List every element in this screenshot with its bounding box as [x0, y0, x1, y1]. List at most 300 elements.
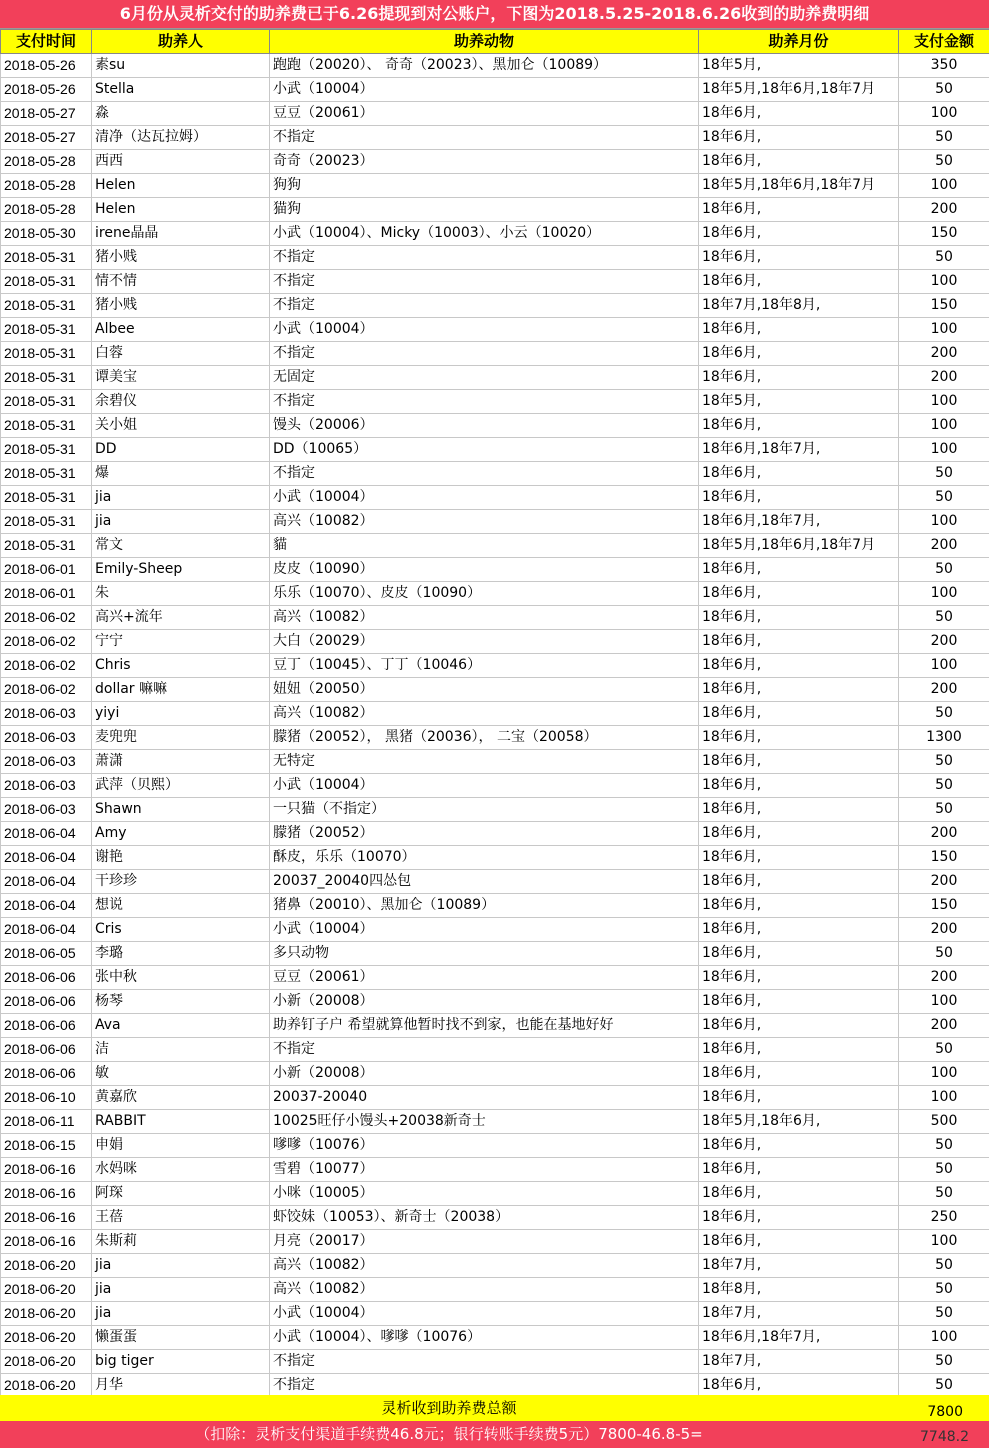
fee-label: （扣除：灵析支付渠道手续费46.8元；银行转账手续费5元）7800-46.8-5= — [0, 1421, 898, 1448]
cell-month: 18年6月, — [699, 726, 899, 750]
cell-animal: 馒头（20006） — [270, 414, 699, 438]
cell-month: 18年6月, — [699, 222, 899, 246]
cell-animal: 不指定 — [270, 1038, 699, 1062]
cell-month: 18年5月,18年6月,18年7月 — [699, 174, 899, 198]
cell-animal: 10025旺仔小馒头+20038新奇士 — [270, 1110, 699, 1134]
cell-sponsor: 淼 — [92, 102, 270, 126]
table-row — [1, 750, 989, 774]
cell-pay-time: 2018-05-28 — [1, 174, 92, 198]
cell-animal: 小武（10004）、Micky（10003）、小云（10020） — [270, 222, 699, 246]
cell-amount: 50 — [899, 1374, 989, 1398]
cell-animal: 助养钉子户 希望就算他暂时找不到家，也能在基地好好 — [270, 1014, 699, 1038]
cell-sponsor: 西西 — [92, 150, 270, 174]
cell-pay-time: 2018-06-20 — [1, 1326, 92, 1350]
cell-sponsor: 想说 — [92, 894, 270, 918]
cell-animal: 高兴（10082） — [270, 1278, 699, 1302]
cell-month: 18年5月, — [699, 390, 899, 414]
cell-sponsor: jia — [92, 1278, 270, 1302]
cell-amount: 200 — [899, 366, 989, 390]
cell-animal: 不指定 — [270, 126, 699, 150]
cell-month: 18年6月, — [699, 1158, 899, 1182]
cell-amount: 100 — [899, 438, 989, 462]
table-row — [1, 246, 989, 270]
cell-month: 18年6月, — [699, 198, 899, 222]
cell-sponsor: jia — [92, 1302, 270, 1326]
cell-pay-time: 2018-05-31 — [1, 318, 92, 342]
table-row — [1, 918, 989, 942]
cell-month: 18年6月, — [699, 774, 899, 798]
cell-animal: 皮皮（10090） — [270, 558, 699, 582]
cell-sponsor: 张中秋 — [92, 966, 270, 990]
table-row — [1, 510, 989, 534]
cell-amount: 200 — [899, 534, 989, 558]
table-row — [1, 1158, 989, 1182]
cell-month: 18年6月, — [699, 918, 899, 942]
cell-animal: 不指定 — [270, 342, 699, 366]
cell-amount: 100 — [899, 414, 989, 438]
cell-pay-time: 2018-06-02 — [1, 654, 92, 678]
table-row — [1, 294, 989, 318]
table-row — [1, 342, 989, 366]
cell-amount: 150 — [899, 894, 989, 918]
cell-sponsor: 猪小贱 — [92, 246, 270, 270]
table-row — [1, 942, 989, 966]
table-row — [1, 1302, 989, 1326]
cell-pay-time: 2018-06-04 — [1, 918, 92, 942]
cell-animal: 不指定 — [270, 1374, 699, 1398]
cell-sponsor: jia — [92, 510, 270, 534]
cell-animal: 豆丁（10045）、丁丁（10046） — [270, 654, 699, 678]
cell-month: 18年6月, — [699, 990, 899, 1014]
cell-month: 18年6月, — [699, 102, 899, 126]
cell-animal: 小新（20008） — [270, 1062, 699, 1086]
cell-month: 18年6月,18年7月, — [699, 438, 899, 462]
cell-animal: 狗狗 — [270, 174, 699, 198]
cell-animal: 嗲嗲（10076） — [270, 1134, 699, 1158]
cell-month: 18年6月, — [699, 342, 899, 366]
cell-animal: 奇奇（20023） — [270, 150, 699, 174]
table-row — [1, 606, 989, 630]
cell-sponsor: Chris — [92, 654, 270, 678]
table-row — [1, 462, 989, 486]
header-sponsor: 助养人 — [92, 30, 270, 54]
cell-pay-time: 2018-06-03 — [1, 798, 92, 822]
cell-month: 18年7月, — [699, 1254, 899, 1278]
cell-pay-time: 2018-05-31 — [1, 462, 92, 486]
cell-sponsor: big tiger — [92, 1350, 270, 1374]
cell-sponsor: 杨琴 — [92, 990, 270, 1014]
cell-sponsor: 月华 — [92, 1374, 270, 1398]
cell-animal: 酥皮，乐乐（10070） — [270, 846, 699, 870]
cell-pay-time: 2018-06-03 — [1, 750, 92, 774]
cell-animal: 高兴（10082） — [270, 1254, 699, 1278]
cell-month: 18年6月, — [699, 1038, 899, 1062]
cell-pay-time: 2018-06-20 — [1, 1278, 92, 1302]
cell-amount: 150 — [899, 222, 989, 246]
cell-animal: 小武（10004） — [270, 1302, 699, 1326]
sheet-title: 6月份从灵析交付的助养费已于6.26提现到对公账户，下图为2018.5.25-2018.6.26收到的助养费明细 — [0, 0, 989, 29]
table-row — [1, 966, 989, 990]
table-row — [1, 798, 989, 822]
cell-sponsor: 干珍珍 — [92, 870, 270, 894]
cell-amount: 100 — [899, 1062, 989, 1086]
cell-month: 18年5月,18年6月,18年7月 — [699, 78, 899, 102]
table-row — [1, 1014, 989, 1038]
cell-month: 18年6月, — [699, 558, 899, 582]
cell-pay-time: 2018-05-31 — [1, 510, 92, 534]
cell-amount: 200 — [899, 918, 989, 942]
cell-month: 18年6月,18年7月, — [699, 1326, 899, 1350]
cell-sponsor: 猪小贱 — [92, 294, 270, 318]
cell-sponsor: 朱斯莉 — [92, 1230, 270, 1254]
cell-sponsor: 谭美宝 — [92, 366, 270, 390]
cell-amount: 100 — [899, 270, 989, 294]
table-row — [1, 630, 989, 654]
cell-sponsor: Cris — [92, 918, 270, 942]
cell-pay-time: 2018-06-15 — [1, 1134, 92, 1158]
cell-sponsor: 白蓉 — [92, 342, 270, 366]
cell-pay-time: 2018-06-06 — [1, 1014, 92, 1038]
cell-sponsor: 爆 — [92, 462, 270, 486]
cell-animal: 猫狗 — [270, 198, 699, 222]
cell-month: 18年6月, — [699, 798, 899, 822]
cell-animal: 不指定 — [270, 462, 699, 486]
cell-month: 18年6月, — [699, 846, 899, 870]
cell-amount: 200 — [899, 870, 989, 894]
cell-pay-time: 2018-05-28 — [1, 150, 92, 174]
table-row — [1, 366, 989, 390]
cell-sponsor: Albee — [92, 318, 270, 342]
cell-month: 18年6月, — [699, 150, 899, 174]
table-row — [1, 414, 989, 438]
cell-month: 18年6月, — [699, 462, 899, 486]
table-row — [1, 150, 989, 174]
cell-sponsor: 黄嘉欣 — [92, 1086, 270, 1110]
cell-sponsor: Helen — [92, 174, 270, 198]
cell-amount: 100 — [899, 174, 989, 198]
cell-animal: 多只动物 — [270, 942, 699, 966]
table-row — [1, 1350, 989, 1374]
cell-sponsor: Amy — [92, 822, 270, 846]
cell-animal: 朦猪（20052）， 黑猪（20036）， 二宝（20058） — [270, 726, 699, 750]
cell-pay-time: 2018-05-31 — [1, 438, 92, 462]
table-row — [1, 774, 989, 798]
total-value: 7800 — [927, 1399, 963, 1425]
cell-animal: 小武（10004） — [270, 486, 699, 510]
cell-animal: 不指定 — [270, 1350, 699, 1374]
cell-month: 18年6月, — [699, 486, 899, 510]
table-row — [1, 582, 989, 606]
table-row — [1, 822, 989, 846]
cell-amount: 200 — [899, 678, 989, 702]
table-row — [1, 318, 989, 342]
cell-pay-time: 2018-05-26 — [1, 78, 92, 102]
cell-animal: 貓 — [270, 534, 699, 558]
cell-sponsor: 懒蛋蛋 — [92, 1326, 270, 1350]
cell-month: 18年6月, — [699, 1062, 899, 1086]
cell-sponsor: 情不情 — [92, 270, 270, 294]
cell-pay-time: 2018-06-06 — [1, 990, 92, 1014]
cell-animal: 小咪（10005） — [270, 1182, 699, 1206]
cell-animal: 乐乐（10070）、皮皮（10090） — [270, 582, 699, 606]
table-row — [1, 990, 989, 1014]
header-month: 助养月份 — [699, 30, 899, 54]
cell-animal: 无特定 — [270, 750, 699, 774]
cell-pay-time: 2018-05-31 — [1, 270, 92, 294]
table-row — [1, 1326, 989, 1350]
table-row — [1, 198, 989, 222]
cell-amount: 200 — [899, 1014, 989, 1038]
cell-animal: 虾饺妹（10053）、新奇士（20038） — [270, 1206, 699, 1230]
cell-amount: 50 — [899, 1182, 989, 1206]
header-amount: 支付金额 — [899, 30, 989, 54]
cell-pay-time: 2018-06-03 — [1, 726, 92, 750]
cell-amount: 50 — [899, 1254, 989, 1278]
table-row — [1, 390, 989, 414]
cell-sponsor: 朱 — [92, 582, 270, 606]
cell-animal: 朦猪（20052） — [270, 822, 699, 846]
cell-month: 18年6月, — [699, 1014, 899, 1038]
cell-animal: DD（10065） — [270, 438, 699, 462]
table-row — [1, 1254, 989, 1278]
cell-amount: 50 — [899, 486, 989, 510]
table-row — [1, 558, 989, 582]
cell-amount: 50 — [899, 606, 989, 630]
cell-month: 18年6月, — [699, 1182, 899, 1206]
cell-sponsor: 阿琛 — [92, 1182, 270, 1206]
cell-sponsor: 谢艳 — [92, 846, 270, 870]
table-row — [1, 870, 989, 894]
cell-pay-time: 2018-06-04 — [1, 870, 92, 894]
cell-amount: 100 — [899, 582, 989, 606]
table-row — [1, 102, 989, 126]
cell-month: 18年6月, — [699, 1134, 899, 1158]
cell-amount: 50 — [899, 126, 989, 150]
cell-amount: 150 — [899, 294, 989, 318]
cell-sponsor: DD — [92, 438, 270, 462]
cell-amount: 200 — [899, 966, 989, 990]
cell-month: 18年7月,18年8月, — [699, 294, 899, 318]
cell-month: 18年6月, — [699, 126, 899, 150]
cell-month: 18年6月, — [699, 678, 899, 702]
cell-pay-time: 2018-06-20 — [1, 1350, 92, 1374]
table-row — [1, 1206, 989, 1230]
cell-month: 18年6月, — [699, 750, 899, 774]
cell-amount: 50 — [899, 1278, 989, 1302]
cell-pay-time: 2018-06-06 — [1, 1062, 92, 1086]
cell-pay-time: 2018-05-27 — [1, 102, 92, 126]
cell-pay-time: 2018-06-03 — [1, 774, 92, 798]
cell-amount: 100 — [899, 1326, 989, 1350]
cell-pay-time: 2018-05-31 — [1, 486, 92, 510]
cell-amount: 100 — [899, 654, 989, 678]
cell-amount: 50 — [899, 798, 989, 822]
table-row — [1, 1038, 989, 1062]
cell-sponsor: jia — [92, 1254, 270, 1278]
cell-sponsor: 麦兜兜 — [92, 726, 270, 750]
cell-amount: 50 — [899, 78, 989, 102]
table-row — [1, 54, 989, 78]
table-row — [1, 678, 989, 702]
table-row — [1, 1182, 989, 1206]
cell-animal: 不指定 — [270, 246, 699, 270]
cell-month: 18年5月, — [699, 54, 899, 78]
cell-month: 18年6月, — [699, 1230, 899, 1254]
cell-sponsor: 水妈咪 — [92, 1158, 270, 1182]
cell-animal: 小新（20008） — [270, 990, 699, 1014]
table-row — [1, 174, 989, 198]
cell-amount: 1300 — [899, 726, 989, 750]
cell-animal: 不指定 — [270, 294, 699, 318]
cell-amount: 150 — [899, 846, 989, 870]
cell-amount: 100 — [899, 390, 989, 414]
cell-animal: 20037_20040四怂包 — [270, 870, 699, 894]
cell-amount: 200 — [899, 630, 989, 654]
cell-month: 18年6月, — [699, 702, 899, 726]
cell-month: 18年6月, — [699, 870, 899, 894]
cell-sponsor: 武萍（贝熙） — [92, 774, 270, 798]
cell-animal: 高兴（10082） — [270, 702, 699, 726]
cell-pay-time: 2018-05-28 — [1, 198, 92, 222]
cell-month: 18年6月, — [699, 654, 899, 678]
cell-month: 18年6月, — [699, 318, 899, 342]
cell-amount: 100 — [899, 990, 989, 1014]
header-pay-time: 支付时间 — [1, 30, 92, 54]
cell-sponsor: Ava — [92, 1014, 270, 1038]
cell-amount: 250 — [899, 1206, 989, 1230]
cell-animal: 月亮（20017） — [270, 1230, 699, 1254]
cell-sponsor: 常文 — [92, 534, 270, 558]
donation-table — [0, 29, 989, 1398]
cell-month: 18年5月,18年6月, — [699, 1110, 899, 1134]
table-row — [1, 1134, 989, 1158]
cell-amount: 100 — [899, 510, 989, 534]
cell-sponsor: 素su — [92, 54, 270, 78]
cell-sponsor: 余碧仪 — [92, 390, 270, 414]
table-row — [1, 1374, 989, 1398]
cell-pay-time: 2018-06-04 — [1, 822, 92, 846]
table-row — [1, 654, 989, 678]
cell-amount: 200 — [899, 822, 989, 846]
cell-month: 18年7月, — [699, 1302, 899, 1326]
cell-pay-time: 2018-06-16 — [1, 1230, 92, 1254]
cell-amount: 50 — [899, 942, 989, 966]
cell-amount: 200 — [899, 342, 989, 366]
cell-sponsor: jia — [92, 486, 270, 510]
cell-sponsor: 萧潇 — [92, 750, 270, 774]
cell-amount: 100 — [899, 318, 989, 342]
cell-animal: 小武（10004）、嗲嗲（10076） — [270, 1326, 699, 1350]
cell-pay-time: 2018-05-30 — [1, 222, 92, 246]
cell-sponsor: Stella — [92, 78, 270, 102]
cell-month: 18年6月, — [699, 606, 899, 630]
cell-amount: 50 — [899, 774, 989, 798]
table-row — [1, 702, 989, 726]
cell-pay-time: 2018-06-20 — [1, 1374, 92, 1398]
header-animal: 助养动物 — [270, 30, 699, 54]
cell-pay-time: 2018-05-31 — [1, 390, 92, 414]
cell-month: 18年6月, — [699, 366, 899, 390]
table-row — [1, 1278, 989, 1302]
table-row — [1, 222, 989, 246]
cell-month: 18年6月, — [699, 966, 899, 990]
cell-amount: 500 — [899, 1110, 989, 1134]
cell-animal: 妞妞（20050） — [270, 678, 699, 702]
cell-pay-time: 2018-06-16 — [1, 1182, 92, 1206]
table-row — [1, 270, 989, 294]
cell-pay-time: 2018-05-31 — [1, 414, 92, 438]
cell-animal: 无固定 — [270, 366, 699, 390]
total-row — [0, 1395, 989, 1421]
cell-pay-time: 2018-06-02 — [1, 606, 92, 630]
fee-row — [0, 1421, 989, 1448]
cell-sponsor: 高兴+流年 — [92, 606, 270, 630]
cell-animal: 雪碧（10077） — [270, 1158, 699, 1182]
cell-pay-time: 2018-06-16 — [1, 1158, 92, 1182]
cell-sponsor: 宁宁 — [92, 630, 270, 654]
cell-sponsor: 王蓓 — [92, 1206, 270, 1230]
cell-animal: 豆豆（20061） — [270, 102, 699, 126]
table-row — [1, 438, 989, 462]
cell-pay-time: 2018-05-31 — [1, 246, 92, 270]
cell-sponsor: dollar 嘛嘛 — [92, 678, 270, 702]
cell-month: 18年6月, — [699, 270, 899, 294]
cell-animal: 一只猫（不指定） — [270, 798, 699, 822]
cell-animal: 不指定 — [270, 390, 699, 414]
table-row — [1, 534, 989, 558]
cell-amount: 50 — [899, 1350, 989, 1374]
table-row — [1, 78, 989, 102]
cell-month: 18年6月, — [699, 582, 899, 606]
cell-amount: 350 — [899, 54, 989, 78]
cell-animal: 小武（10004） — [270, 78, 699, 102]
cell-sponsor: 洁 — [92, 1038, 270, 1062]
cell-pay-time: 2018-06-20 — [1, 1254, 92, 1278]
cell-pay-time: 2018-06-01 — [1, 582, 92, 606]
cell-amount: 50 — [899, 750, 989, 774]
cell-animal: 小武（10004） — [270, 774, 699, 798]
cell-sponsor: 敏 — [92, 1062, 270, 1086]
cell-month: 18年7月, — [699, 1350, 899, 1374]
cell-pay-time: 2018-06-06 — [1, 1038, 92, 1062]
cell-animal: 跑跑（20020）、 奇奇（20023）、黑加仑（10089） — [270, 54, 699, 78]
cell-month: 18年5月,18年6月,18年7月 — [699, 534, 899, 558]
cell-animal: 小武（10004） — [270, 918, 699, 942]
table-row — [1, 1062, 989, 1086]
cell-animal: 猪鼻（20010）、黑加仑（10089） — [270, 894, 699, 918]
cell-amount: 50 — [899, 462, 989, 486]
cell-pay-time: 2018-06-11 — [1, 1110, 92, 1134]
table-body — [1, 54, 989, 1398]
cell-animal: 小武（10004） — [270, 318, 699, 342]
table-row — [1, 1110, 989, 1134]
cell-animal: 豆豆（20061） — [270, 966, 699, 990]
cell-animal: 20037-20040 — [270, 1086, 699, 1110]
cell-pay-time: 2018-06-10 — [1, 1086, 92, 1110]
cell-pay-time: 2018-05-31 — [1, 366, 92, 390]
table-row — [1, 846, 989, 870]
cell-pay-time: 2018-06-06 — [1, 966, 92, 990]
cell-pay-time: 2018-06-04 — [1, 846, 92, 870]
cell-sponsor: 清净（达瓦拉姆） — [92, 126, 270, 150]
table-row — [1, 726, 989, 750]
table-row — [1, 486, 989, 510]
cell-amount: 50 — [899, 150, 989, 174]
cell-pay-time: 2018-06-20 — [1, 1302, 92, 1326]
cell-amount: 50 — [899, 702, 989, 726]
cell-month: 18年6月, — [699, 630, 899, 654]
cell-month: 18年8月, — [699, 1278, 899, 1302]
